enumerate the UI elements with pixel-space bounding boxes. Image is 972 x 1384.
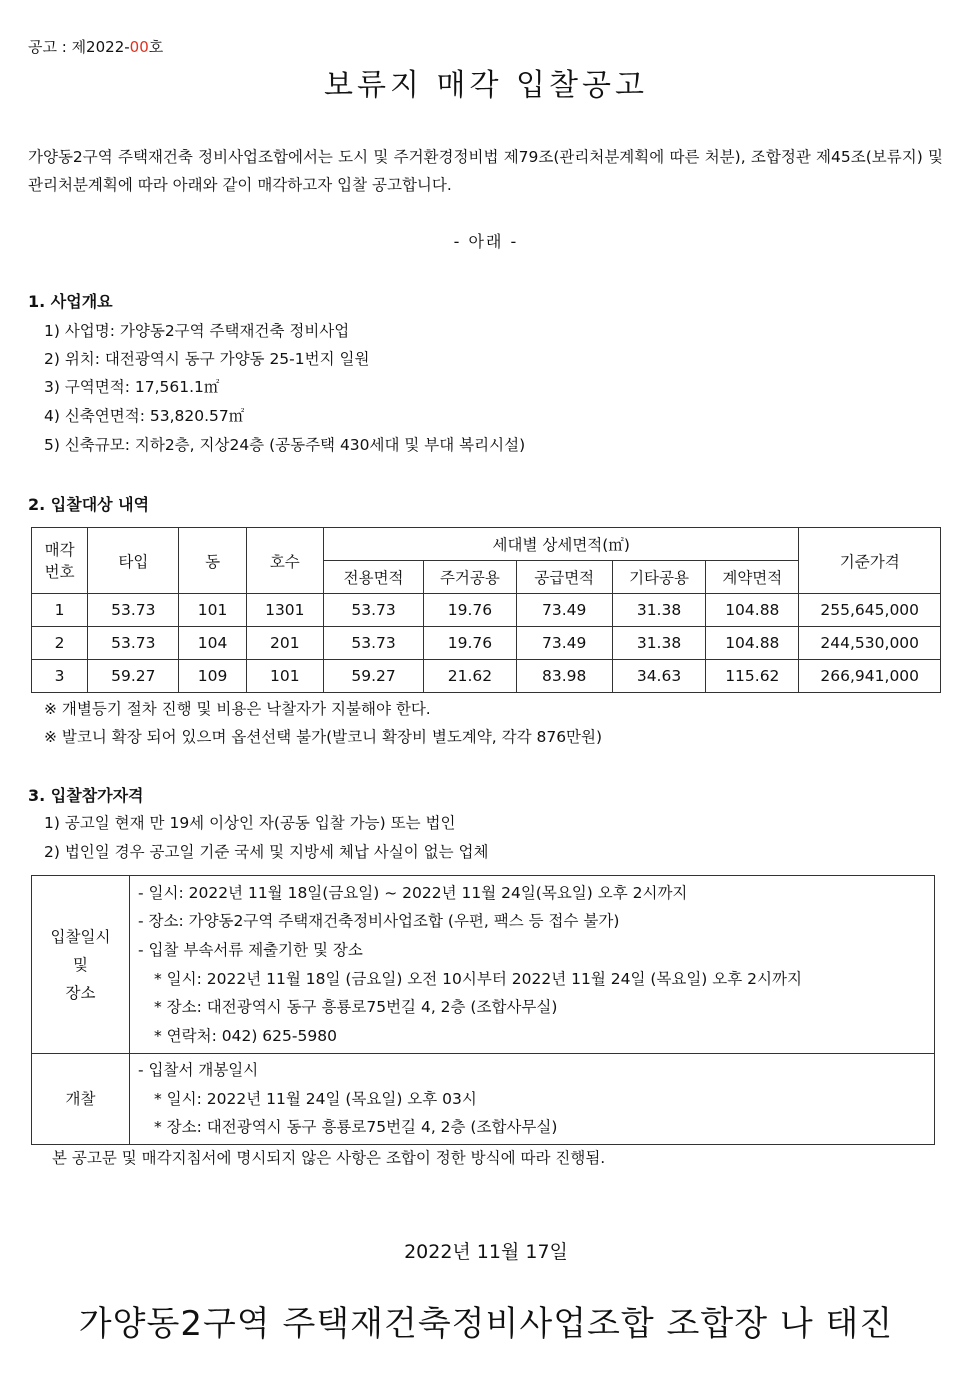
schedule-table [31,875,935,1145]
cell-contract-area: 104.88 [706,594,799,627]
cell-residential-common: 21.62 [424,660,516,693]
header-dong: 동 [179,528,246,594]
section3-heading: 3. 입찰참가자격 [28,786,144,805]
bid-schedule-line: * 일시: 2022년 11월 18일 (금요일) 오전 10시부터 2022년 11월 24일 (목요일) 오후 2시까지 [154,969,802,988]
header-base-price: 기준가격 [799,528,941,594]
cell-exclusive-area: 53.73 [323,627,423,660]
cell-dong: 104 [179,627,246,660]
cell-sale-number: 1 [32,594,88,627]
cell-type: 53.73 [88,594,179,627]
bid-opening-label: 개찰 [32,1054,130,1145]
header-exclusive-area: 전용면적 [323,561,423,594]
header-ho: 호수 [246,528,323,594]
cell-sale-number: 3 [32,660,88,693]
section1-item: 2) 위치: 대전광역시 동구 가양동 25-1번지 일원 [44,350,370,368]
table-row [32,594,941,627]
header-contract-area: 계약면적 [706,561,799,594]
signer: 가양동2구역 주택재건축정비사업조합 조합장 나 태진 [78,1304,894,1344]
bid-schedule-line: * 장소: 대전광역시 동구 흥룡로75번길 4, 2층 (조합사무실) [154,998,558,1017]
intro-paragraph: 가양동2구역 주택재건축 정비사업조합에서는 도시 및 주거환경정비법 제79조(관리처분계획에 따른 처분), 조합정관 제45조(보류지) 및 관리처분계획에 따라 아래와 같이 매각하고자 입찰 공고합니다. [28,148,943,194]
bid-opening-row [32,1054,935,1145]
bid-opening-line: * 장소: 대전광역시 동구 흥룡로75번길 4, 2층 (조합사무실) [154,1118,558,1137]
cell-sale-number: 2 [32,627,88,660]
bid-schedule-label-line: 및 [73,955,88,974]
cell-ho: 201 [246,627,323,660]
bid-schedule-label [32,876,130,1054]
cell-ho: 101 [246,660,323,693]
cell-other-common: 34.63 [612,660,705,693]
cell-other-common: 31.38 [612,594,705,627]
bid-schedule-label-line: 장소 [65,983,96,1002]
cell-supply-area: 83.98 [516,660,612,693]
table-note: ※ 개별등기 절차 진행 및 비용은 낙찰자가 지불해야 한다. [44,700,431,718]
section1-item: 3) 구역면적: 17,561.1㎡ [44,378,220,396]
cell-type: 59.27 [88,660,179,693]
bid-schedule-line: - 장소: 가양동2구역 주택재건축정비사업조합 (우편, 팩스 등 접수 불가) [138,912,620,931]
section1-item: 4) 신축연면적: 53,820.57㎡ [44,407,245,425]
bid-schedule-label-line: 입찰일시 [50,927,111,946]
cell-exclusive-area: 59.27 [323,660,423,693]
section3-item: 1) 공고일 현재 만 19세 이상인 자(공동 입찰 가능) 또는 법인 [44,814,456,832]
cell-base-price: 244,530,000 [799,627,941,660]
cell-type: 53.73 [88,627,179,660]
header-other-common: 기타공용 [612,561,705,594]
header-type: 타입 [88,528,179,594]
header-sale-number-line1: 매각 [44,540,75,559]
header-residential-common: 주거공용 [424,561,516,594]
cell-supply-area: 73.49 [516,627,612,660]
notice-date: 2022년 11월 17일 [404,1241,568,1263]
cell-base-price: 255,645,000 [799,594,941,627]
cell-ho: 1301 [246,594,323,627]
section1-item: 5) 신축규모: 지하2층, 지상24층 (공동주택 430세대 및 부대 복리시설) [44,436,526,454]
notice-prefix: 공고 : 제2022- [28,38,130,56]
cell-dong: 109 [179,660,246,693]
header-supply-area: 공급면적 [516,561,612,594]
document-title: 보류지 매각 입찰공고 [324,68,648,103]
footnote: 본 공고문 및 매각지침서에 명시되지 않은 사항은 조합이 정한 방식에 따라 진행됨. [52,1149,606,1167]
cell-exclusive-area: 53.73 [323,594,423,627]
table-row [32,660,941,693]
bid-schedule-line: - 입찰 부속서류 제출기한 및 장소 [138,940,363,959]
section2-heading: 2. 입찰대상 내역 [28,495,150,514]
cell-residential-common: 19.76 [424,594,516,627]
cell-residential-common: 19.76 [424,627,516,660]
bid-schedule-line: * 연락처: 042) 625-5980 [154,1026,337,1045]
cell-contract-area: 104.88 [706,627,799,660]
cell-supply-area: 73.49 [516,594,612,627]
header-sale-number [32,528,88,594]
bid-opening-line: * 일시: 2022년 11월 24일 (목요일) 오후 03시 [154,1089,477,1108]
cell-base-price: 266,941,000 [799,660,941,693]
header-sale-number-line2: 번호 [44,562,75,581]
below-label: - 아래 - [453,232,519,251]
table-note: ※ 발코니 확장 되어 있으며 옵션선택 불가(발코니 확장비 별도계약, 각각 876만원) [44,728,603,746]
cell-contract-area: 115.62 [706,660,799,693]
section3-item: 2) 법인일 경우 공고일 기준 국세 및 지방세 체납 사실이 없는 업체 [44,843,489,861]
table-row [32,627,941,660]
header-area-detail: 세대별 상세면적(㎡) [323,528,799,561]
cell-other-common: 31.38 [612,627,705,660]
notice-number-value: 00 [129,38,149,56]
bid-schedule-line: - 일시: 2022년 11월 18일(금요일) ~ 2022년 11월 24일(목요일) 오후 2시까지 [138,883,688,902]
bid-items-table [31,527,941,693]
cell-dong: 101 [179,594,246,627]
bid-schedule-row [32,876,935,1054]
section1-heading: 1. 사업개요 [28,292,113,311]
bid-opening-content [130,1054,935,1145]
bid-schedule-content [130,876,935,1054]
notice-suffix: 호 [148,38,164,56]
section1-item: 1) 사업명: 가양동2구역 주택재건축 정비사업 [44,322,350,340]
bid-opening-line: - 입찰서 개봉일시 [138,1061,259,1080]
notice-number [28,36,163,57]
